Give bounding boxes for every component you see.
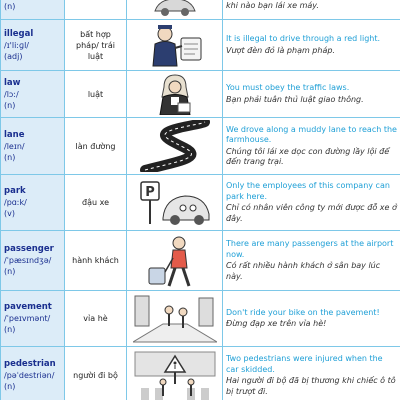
part-of-speech: (n): [4, 382, 16, 391]
ipa: /pəˈdestriən/: [4, 371, 55, 380]
traveller-icon: [135, 234, 215, 288]
ipa: /lɔː/: [4, 89, 19, 99]
part-of-speech: (n): [4, 100, 16, 110]
part-of-speech: (v): [4, 209, 15, 218]
ipa: /ˈpæsɪndʒə/: [4, 256, 52, 265]
svg-text:P: P: [144, 184, 155, 200]
headword: lane: [4, 129, 25, 140]
meaning-cell: làn đường: [65, 118, 127, 175]
word-cell: [1, 347, 65, 400]
car-crash-icon: [145, 0, 205, 17]
picture-cell: [127, 71, 223, 118]
example-cell: [223, 71, 400, 118]
vocab-row: [1, 231, 400, 291]
example-english: Two pedestrians were injured when the car skidded.: [226, 354, 383, 374]
judge-icon: [140, 73, 210, 115]
part-of-speech: (n): [4, 267, 16, 276]
example-vietnamese: Vượt đèn đỏ là phạm pháp.: [226, 45, 335, 55]
word-cell: [1, 118, 65, 175]
vocab-row: [1, 71, 400, 118]
picture-cell: [127, 231, 223, 291]
example-cell: [223, 231, 400, 291]
headword: pavement: [4, 302, 52, 312]
ipa: /pɑːk/: [4, 198, 27, 207]
vocab-row: [1, 175, 400, 231]
police-officer-icon: [135, 22, 215, 68]
example-english: We drove along a muddy lane to reach the farmhouse.: [226, 124, 397, 144]
picture-cell: [127, 347, 223, 400]
example-vietnamese: Chỉ có nhân viên công ty mới được đỗ xe ở đây.: [226, 203, 397, 223]
part-of-speech: (n): [4, 152, 16, 162]
headword: pedestrian: [4, 359, 56, 369]
part-of-speech: (n): [4, 1, 16, 11]
pedestrian-crossing-icon: [133, 350, 217, 400]
example-cell: [223, 291, 400, 347]
example-cell: [223, 175, 400, 231]
example-english: There are many passengers at the airport now.: [226, 239, 394, 259]
headword: passenger: [4, 244, 54, 254]
word-cell: [1, 231, 65, 291]
picture-cell: [127, 291, 223, 347]
meaning-cell: người đi bộ: [65, 347, 127, 400]
picture-cell: [127, 0, 223, 20]
example-english: It is illegal to drive through a red light.: [226, 34, 381, 43]
example-cell: [223, 347, 400, 400]
word-cell: [1, 175, 65, 231]
example-cell: [223, 20, 400, 71]
example-vietnamese: Có rất nhiều hành khách ở sân bay lúc này.: [226, 261, 381, 281]
part-of-speech: (n): [4, 325, 16, 334]
example-vietnamese: khi nào bạn lái xe máy.: [226, 1, 319, 11]
vocab-row: [1, 20, 400, 71]
headword: park: [4, 186, 26, 196]
meaning-cell: hành khách: [65, 231, 127, 291]
word-cell: [1, 291, 65, 347]
meaning-cell: bất hợp pháp/ trái luật: [65, 20, 127, 71]
example-cell: [223, 0, 400, 20]
ipa: /ɪ'liːɡl/: [4, 40, 30, 50]
parking-car-icon: [135, 178, 215, 228]
meaning-cell: vỉa hè: [65, 291, 127, 347]
meaning-cell: luật: [65, 71, 127, 118]
word-cell: [1, 71, 65, 118]
word-cell: [1, 20, 65, 71]
picture-cell: [127, 175, 223, 231]
meaning-cell: [65, 0, 127, 20]
word-cell: [1, 0, 65, 20]
vocab-row: [1, 291, 400, 347]
vocab-row: [1, 118, 400, 175]
example-cell: [223, 118, 400, 175]
headword: illegal: [4, 28, 34, 39]
ipa: /leɪn/: [4, 141, 25, 151]
headword: law: [4, 77, 21, 88]
example-vietnamese: Chúng tôi lái xe dọc con đường lầy lội để đến trang trại.: [226, 146, 390, 166]
winding-road-icon: [135, 120, 215, 172]
meaning-cell: đậu xe: [65, 175, 127, 231]
example-vietnamese: Hai người đi bộ đã bị thương khi chiếc ô tô bị trượt đi.: [226, 376, 396, 396]
example-vietnamese: Đừng đạp xe trên vỉa hè!: [226, 319, 327, 328]
example-english: Only the employees of this company can park here.: [226, 181, 390, 201]
example-english: You must obey the traffic laws.: [226, 83, 350, 92]
ipa: /ˈpeɪvmənt/: [4, 314, 51, 323]
pavement-scene-icon: [133, 294, 217, 344]
picture-cell: [127, 118, 223, 175]
example-english: Don't ride your bike on the pavement!: [226, 307, 380, 317]
vocab-row: [1, 347, 400, 400]
part-of-speech: (adj): [4, 51, 23, 61]
picture-cell: [127, 20, 223, 71]
example-vietnamese: Bạn phải tuân thủ luật giao thông.: [226, 94, 364, 104]
vocab-row: [1, 0, 400, 20]
